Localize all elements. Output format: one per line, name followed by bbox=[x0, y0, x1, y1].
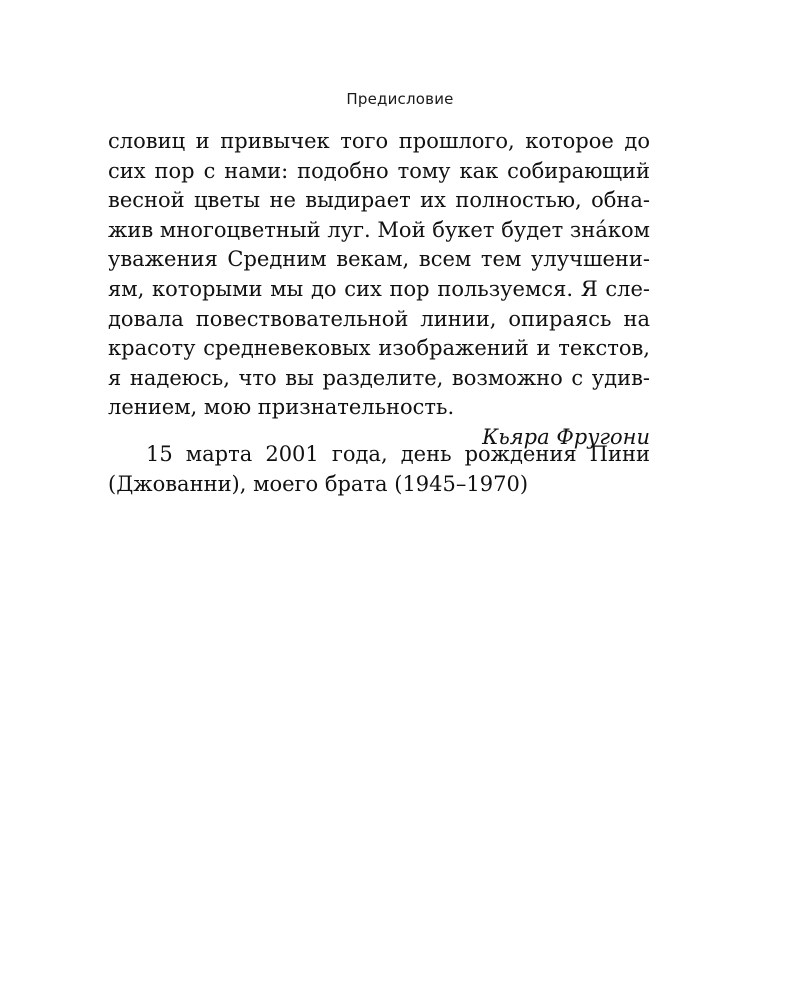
paragraph-line: весной цветы не выдирает их полностью, обна- bbox=[108, 188, 650, 213]
paragraph-line: уважения Средним векам, всем тем улучшени- bbox=[108, 247, 650, 272]
running-header-title: Предисловие bbox=[346, 90, 454, 108]
author-signature: Кьяра Фругони bbox=[482, 424, 650, 449]
paragraph-line: лением, мою признательность. bbox=[108, 395, 455, 420]
paragraph-line: словиц и привычек того прошлого, которое до bbox=[108, 129, 650, 153]
preface-paragraph bbox=[108, 127, 650, 453]
paragraph-line: сих пор с нами: подобно тому как собирающий bbox=[108, 158, 650, 183]
dedication-line: (Джованни), моего брата (1945–1970) bbox=[108, 471, 529, 496]
paragraph-line: довала повествовательной линии, опираясь на bbox=[108, 306, 650, 331]
paragraph-line: жив многоцветный луг. Мой букет будет зна́ком bbox=[108, 217, 650, 242]
paragraph-line: я надеюсь, что вы разделите, возможно с удив- bbox=[108, 365, 650, 390]
dedication-note bbox=[108, 440, 650, 499]
dedication-line: 15 марта 2001 года, день рождения Пини bbox=[146, 442, 650, 466]
paragraph-line: ям, которыми мы до сих пор пользуемся. Я сле- bbox=[108, 276, 650, 301]
paragraph-line: красоту средневековых изображений и текстов, bbox=[108, 336, 650, 361]
